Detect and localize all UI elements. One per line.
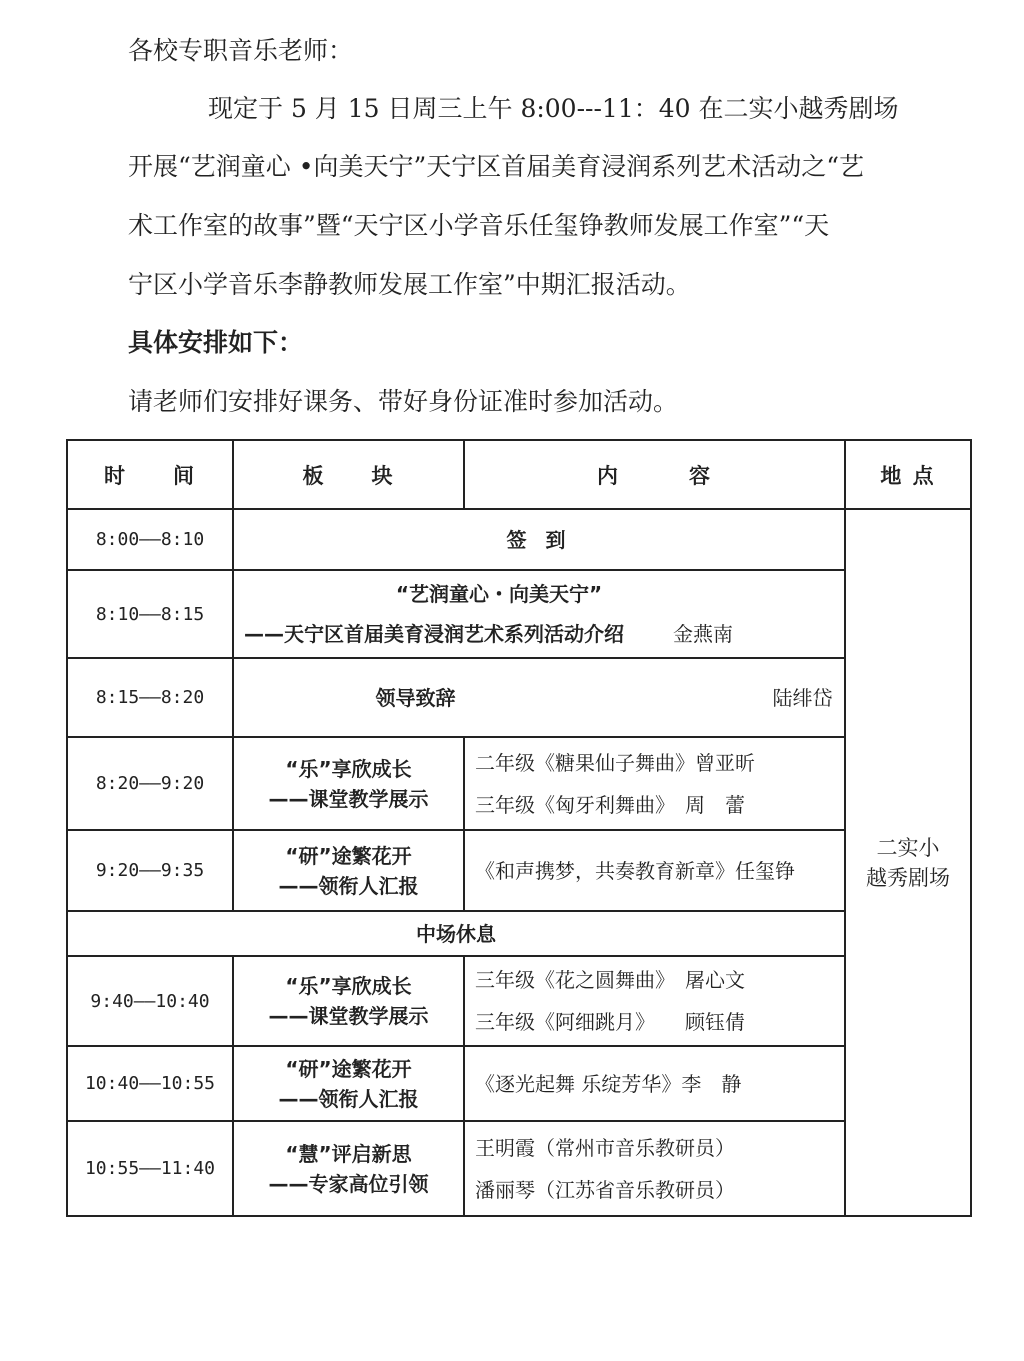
section-title: “研”途繁花开 [285,843,412,868]
content-cell [464,737,845,830]
section-title: “研”途繁花开 [285,1056,412,1081]
time-cell: 8:10——8:15 [67,570,233,658]
table-row [67,737,971,830]
venue-line-2: 越秀剧场 [866,865,950,890]
table-row [67,830,971,911]
table-row [67,956,971,1046]
arrangement-title: 具体安排如下： [128,328,304,357]
intro-activity-cell [233,570,845,658]
section-cell [233,737,464,830]
content-line-2: 潘丽琴（江苏省音乐教研员） [475,1177,735,1202]
header-time: 时 间 [67,440,233,509]
section-subtitle: ——领衔人汇报 [278,1086,419,1111]
intro-line-1: 现定于 5 月 15 日周三上午 8:00---11：40 在二实小越秀剧场 [208,94,899,123]
section-cell [233,1046,464,1121]
section-title: “乐”享欣成长 [285,756,412,781]
content-line-2: 三年级《阿细跳月》 顾钰倩 [475,1010,745,1034]
activity-speaker: 金燕南 [672,622,733,646]
time-cell: 9:20——9:35 [67,830,233,911]
section-cell [233,1121,464,1216]
table-row [67,658,971,737]
schedule-table [66,439,972,1217]
checkin-cell: 签 到 [233,509,845,570]
table-row [67,509,971,570]
header-section: 板 块 [233,440,464,509]
leader-speech-cell [233,658,845,737]
content-cell [464,1121,845,1216]
section-title: “慧”评启新思 [285,1141,412,1166]
table-row [67,570,971,658]
table-row [67,1046,971,1121]
section-subtitle: ——课堂教学展示 [268,1004,429,1028]
content-cell [464,1046,845,1121]
table-row [67,1121,971,1216]
content-line-1: 《和声携梦，共奏教育新章》任玺铮 [475,858,795,883]
time-cell: 10:55——11:40 [67,1121,233,1216]
table-row [67,911,971,956]
break-cell: 中场休息 [67,911,845,956]
section-cell [233,830,464,911]
activity-subtitle: ——天宁区首届美育浸润艺术系列活动介绍 [244,622,624,646]
reminder-text: 请老师们安排好课务、带好身份证准时参加活动。 [128,387,679,416]
intro-line-2: 开展“艺润童心 •向美天宁”天宁区首届美育浸润系列艺术活动之“艺 [128,152,865,181]
venue-line-1: 二实小 [876,835,940,860]
section-cell [233,956,464,1046]
greeting: 各校专职音乐老师： [128,36,354,65]
time-cell: 10:40——10:55 [67,1046,233,1121]
header-venue: 地 点 [845,440,971,509]
content-line-1: 《逐光起舞 乐绽芳华》李 静 [475,1071,742,1096]
venue-cell [845,509,971,1216]
leader-speech-speaker: 陆绯岱 [772,685,833,710]
activity-title: “艺润童心・向美天宁” [395,582,603,606]
section-title: “乐”享欣成长 [285,974,412,998]
section-subtitle: ——专家高位引领 [268,1171,429,1196]
time-cell: 8:00——8:10 [67,509,233,570]
table-header-row [67,440,971,509]
content-cell [464,830,845,911]
content-line-2: 三年级《匈牙利舞曲》 周 蕾 [475,792,745,817]
content-line-1: 三年级《花之圆舞曲》 屠心文 [475,968,745,992]
content-line-1: 二年级《糖果仙子舞曲》曾亚昕 [475,750,755,775]
section-subtitle: ——课堂教学展示 [268,786,429,811]
leader-speech-title: 领导致辞 [375,685,456,710]
intro-line-3: 术工作室的故事”暨“天宁区小学音乐任玺铮教师发展工作室”“天 [128,211,830,240]
intro-line-4: 宁区小学音乐李静教师发展工作室”中期汇报活动。 [128,270,691,299]
content-line-1: 王明霞（常州市音乐教研员） [475,1135,735,1160]
time-cell: 8:20——9:20 [67,737,233,830]
header-content: 内 容 [464,440,845,509]
time-cell: 9:40——10:40 [67,956,233,1046]
content-cell [464,956,845,1046]
section-subtitle: ——领衔人汇报 [278,873,419,898]
time-cell: 8:15——8:20 [67,658,233,737]
